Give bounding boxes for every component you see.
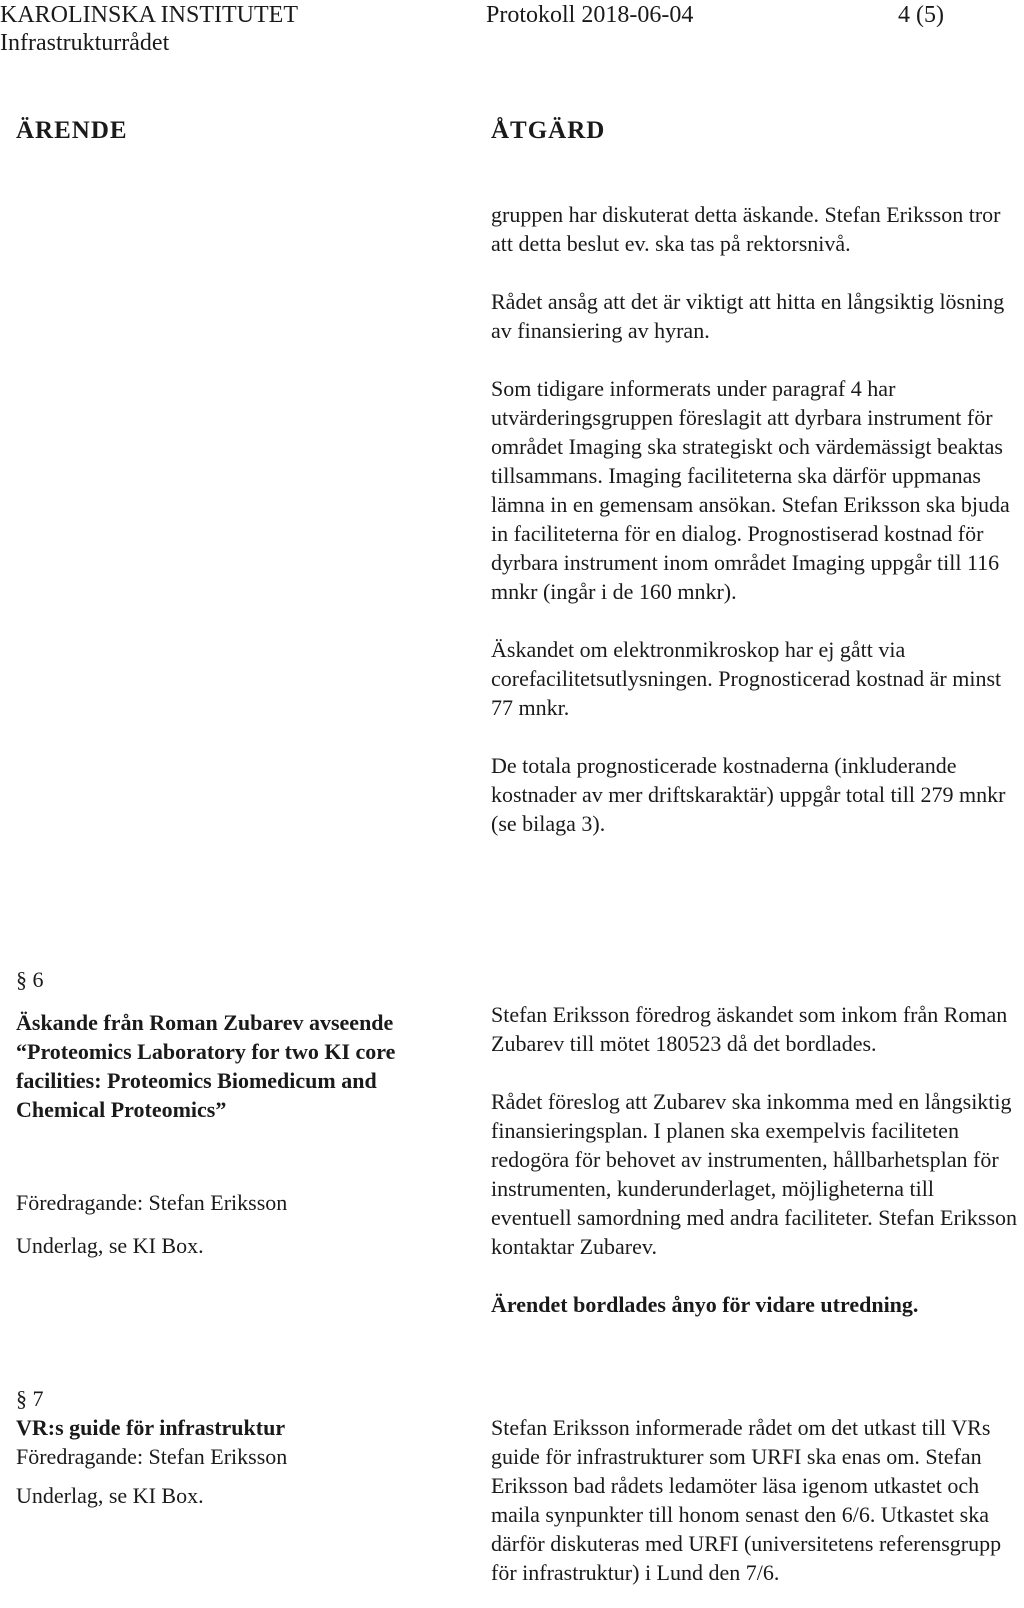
institution-name: KAROLINSKA INSTITUTET (0, 2, 298, 28)
section-7-documents: Underlag, se KI Box. (16, 1483, 204, 1508)
paragraph: Som tidigare informerats under paragraf 4 har utvärderingsgruppen föreslagit att dyrbara instrument för området Imaging ska strategiskt och värdemässigt beaktas tillsammans. Imaging faciliteterna ska därför uppmanas lämna in en gemensam ansökan. Stefan Eriksson ska bjuda in faciliteterna för en dialog. Prognostiserad kostnad för dyrbara instrument inom området Imaging uppgår till 116 mnkr (ingår i de 160 mnkr). (491, 376, 1010, 604)
protocol-date: Protokoll 2018-06-04 (486, 2, 694, 28)
paragraph: gruppen har diskuterat detta äskande. Stefan Eriksson tror att detta beslut ev. ska tas på rektorsnivå. (491, 202, 1001, 256)
section-7-action (491, 1413, 1017, 1587)
section-7-title: VR:s guide för infrastruktur (16, 1415, 286, 1440)
column-heading-atgard: ÅTGÄRD (491, 117, 606, 144)
paragraph: Rådet föreslog att Zubarev ska inkomma med en långsiktig finansieringsplan. I planen ska exempelvis faciliteten redogöra för behovet av instrumenten, hållbarhetsplan för instrumenten, kunderunderlaget, möjligheterna till eventuell samordning med andra faciliteter. Stefan Eriksson kontaktar Zubarev. (491, 1089, 1018, 1259)
paragraph: Äskandet om elektronmikroskop har ej gått via corefacilitetsutlysningen. Prognosticerad kostnad är minst 77 mnkr. (491, 637, 1002, 720)
continued-section-text (491, 200, 1017, 838)
page-number: 4 (5) (898, 2, 944, 28)
paragraph: Stefan Eriksson informerade rådet om det utkast till VRs guide för infrastrukturer som URFI ska enas om. Stefan Eriksson bad rådets ledamöter läsa igenom utkastet och maila synpunkter till honom senast den 6/6. Utkastet ska därför diskuteras med URFI (universitetens referensgrupp för infrastruktur) i Lund den 7/6. (491, 1415, 1002, 1585)
council-name: Infrastrukturrådet (0, 30, 170, 56)
section-6-item (16, 965, 436, 1260)
section-7-number: § 7 (16, 1386, 44, 1411)
section-6-action (491, 1000, 1017, 1319)
paragraph: Rådet ansåg att det är viktigt att hitta en långsiktig lösning av finansiering av hyran. (491, 289, 1005, 343)
section-7-presenter: Föredragande: Stefan Eriksson (16, 1444, 288, 1469)
section-6-presenter: Föredragande: Stefan Eriksson (16, 1190, 288, 1215)
paragraph: De totala prognosticerade kostnaderna (inkluderande kostnader av mer driftskaraktär) uppgår total till 279 mnkr (se bilaga 3). (491, 753, 1006, 836)
section-6-documents: Underlag, se KI Box. (16, 1233, 204, 1258)
section-6-number: § 6 (16, 967, 44, 992)
section-6-title: Äskande från Roman Zubarev avseende “Proteomics Laboratory for two KI core facilities: Proteomics Biomedicum and Chemical Proteomics” (16, 1010, 396, 1122)
paragraph: Stefan Eriksson föredrog äskandet som inkom från Roman Zubarev till mötet 180523 då det bordlades. (491, 1002, 1008, 1056)
section-7-item (16, 1384, 436, 1510)
section-6-decision: Ärendet bordlades ånyo för vidare utredning. (491, 1292, 919, 1317)
column-heading-arende: ÄRENDE (16, 117, 128, 144)
